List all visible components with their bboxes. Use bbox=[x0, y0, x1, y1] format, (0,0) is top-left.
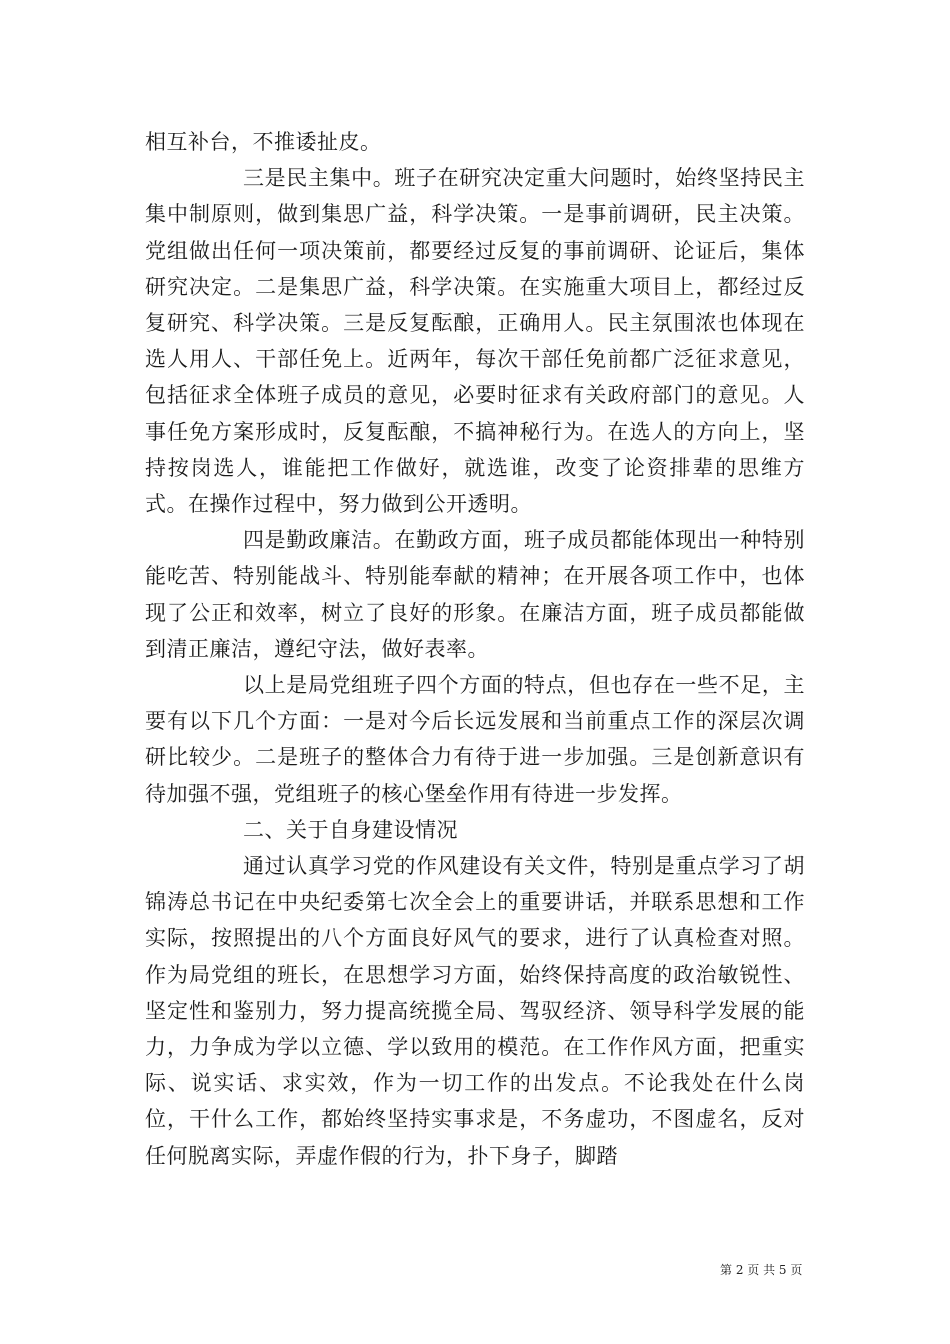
document-body bbox=[145, 124, 805, 1174]
page-number-footer: 第 2 页 共 5 页 bbox=[720, 1263, 803, 1277]
paragraph-diligence-integrity: 四是勤政廉洁。在勤政方面，班子成员都能体现出一种特别能吃苦、特别能战斗、特别能奉献的精神；在开展各项工作中，也体现了公正和效率，树立了良好的形象。在廉洁方面，班子成员都能做到清正廉洁，遵纪守法，做好表率。 bbox=[145, 528, 805, 661]
section-heading-self-construction: 二、关于自身建设情况 bbox=[243, 817, 458, 842]
paragraph-democratic-centralism: 三是民主集中。班子在研究决定重大问题时，始终坚持民主集中制原则，做到集思广益，科学决策。一是事前调研，民主决策。党组做出任何一项决策前，都要经过反复的事前调研、论证后，集体研究决定。二是集思广益，科学决策。在实施重大项目上，都经过反复研究、科学决策。三是反复酝酿，正确用人。民主氛围浓也体现在选人用人、干部任免上。近两年，每次干部任免前都广泛征求意见，包括征求全体班子成员的意见，必要时征求有关政府部门的意见。人事任免方案形成时，反复酝酿，不搞神秘行为。在选人的方向上，坚持按岗选人，谁能把工作做好，就选谁，改变了论资排辈的思维方式。在操作过程中，努力做到公开透明。 bbox=[145, 166, 805, 517]
paragraph-shortcomings: 以上是局党组班子四个方面的特点，但也存在一些不足，主要有以下几个方面：一是对今后长远发展和当前重点工作的深层次调研比较少。二是班子的整体合力有待于进一步加强。三是创新意识有待加强不强，党组班子的核心堡垒作用有待进一步发挥。 bbox=[145, 673, 805, 806]
paragraph-self-construction: 通过认真学习党的作风建设有关文件，特别是重点学习了胡锦涛总书记在中央纪委第七次全会上的重要讲话，并联系思想和工作实际，按照提出的八个方面良好风气的要求，进行了认真检查对照。作为局党组的班长，在思想学习方面，始终保持高度的政治敏锐性、坚定性和鉴别力，努力提高统揽全局、驾驭经济、领导科学发展的能力，力争成为学以立德、学以致用的模范。在工作作风方面，把重实际、说实话、求实效，作为一切工作的出发点。不论我处在什么岗位，干什么工作，都始终坚持实事求是，不务虚功，不图虚名，反对任何脱离实际，弄虚作假的行为，扑下身子，脚踏 bbox=[145, 854, 805, 1168]
paragraph-continuation: 相互补台，不推诿扯皮。 bbox=[145, 130, 382, 154]
